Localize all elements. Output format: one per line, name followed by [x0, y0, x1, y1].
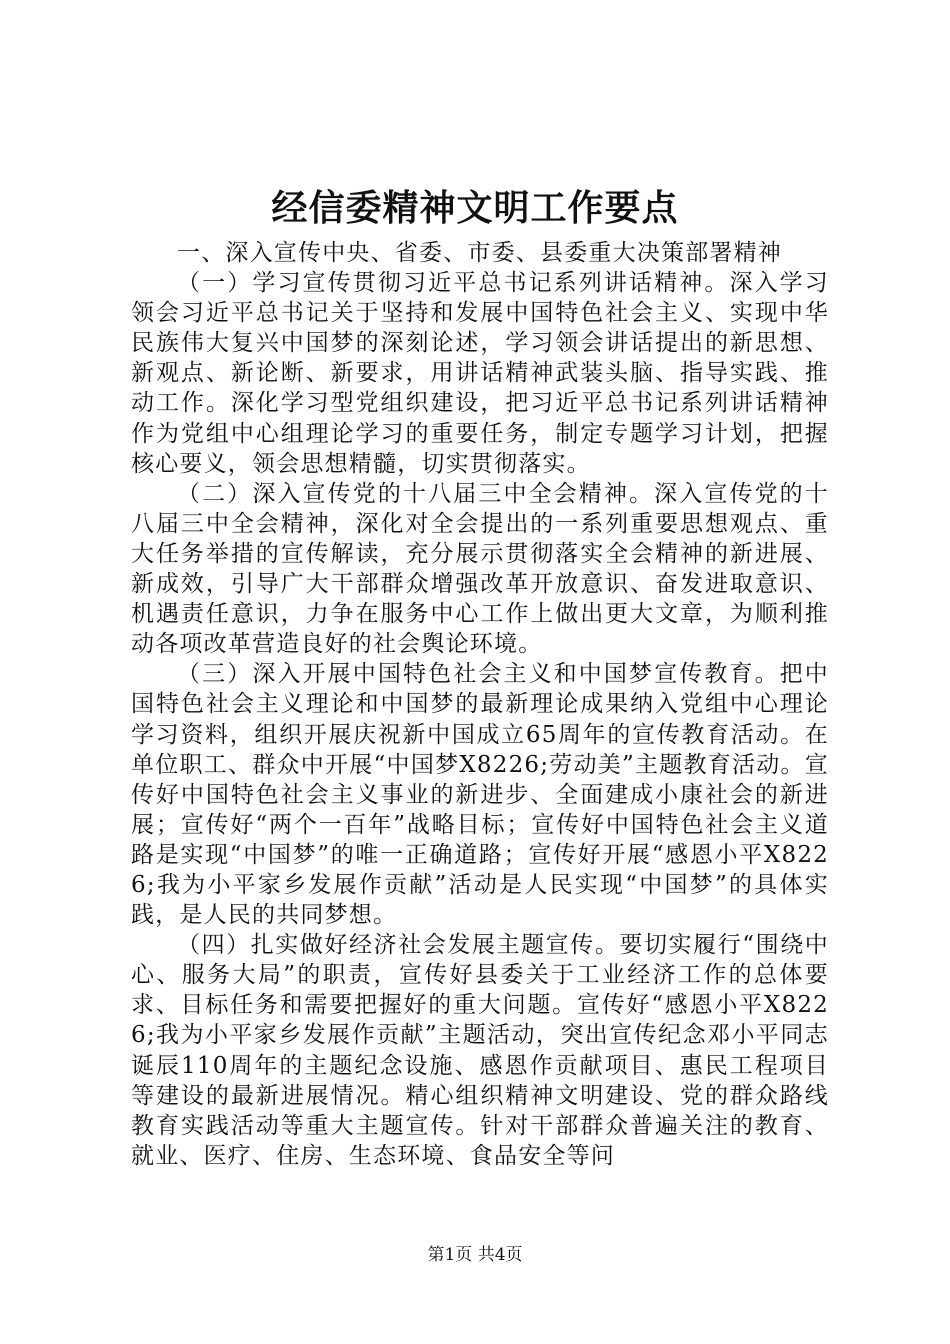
document-title: 经信委精神文明工作要点: [271, 187, 679, 229]
paragraph-3: （三）深入开展中国特色社会主义和中国梦宣传教育。把中国特色社会主义理论和中国梦的最新理论成果纳入党组中心理论学习资料，组织开展庆祝新中国成立65周年的宣传教育活动。在单位职工、群众中开展“中国梦X8226;劳动美”主题教育活动。宣传好中国特色社会主义事业的新进步、全面建成小康社会的新进展；宣传好“两个一百年”战略目标；宣传好中国特色社会主义道路是实现“中国梦”的唯一正确道路；宣传好开展“感恩小平X8226;我为小平家乡发展作贡献”活动是人民实现“中国梦”的具体实践，是人民的共同梦想。: [131, 661, 829, 929]
section-heading: 一、深入宣传中央、省委、市委、县委重大决策部署精神: [177, 240, 782, 266]
paragraph-2: （二）深入宣传党的十八届三中全会精神。深入宣传党的十八届三中全会精神，深化对全会提出的一系列重要思想观点、重大任务举措的宣传解读，充分展示贯彻落实全会精神的新进展、新成效，引导广大干部群众增强改革开放意识、奋发进取意识、机遇责任意识，力争在服务中心工作上做出更大文章，为顺利推动各项改革营造良好的社会舆论环境。: [131, 480, 829, 658]
paragraph-1: （一）学习宣传贯彻习近平总书记系列讲话精神。深入学习领会习近平总书记关于坚持和发展中国特色社会主义、实现中华民族伟大复兴中国梦的深刻论述，学习领会讲话提出的新思想、新观点、新论断、新要求，用讲话精神武装头脑、指导实践、推动工作。深化学习型党组织建设，把习近平总书记系列讲话精神作为党组中心组理论学习的重要任务，制定专题学习计划，把握核心要义，领会思想精髓，切实贯彻落实。: [131, 270, 829, 477]
page-footer: 第1页 共4页: [427, 1245, 523, 1265]
document-body: [131, 238, 829, 1171]
paragraph-4: （四）扎实做好经济社会发展主题宣传。要切实履行“围绕中心、服务大局”的职责，宣传好县委关于工业经济工作的总体要求、目标任务和需要把握好的重大问题。宣传好“感恩小平X8226;我为小平家乡发展作贡献”主题活动，突出宣传纪念邓小平同志诞辰110周年的主题纪念设施、感恩作贡献项目、惠民工程项目等建设的最新进展情况。精心组织精神文明建设、党的群众路线教育实践活动等重大主题宣传。针对干部群众普遍关注的教育、就业、医疗、住房、生态环境、食品安全等问: [131, 932, 829, 1169]
